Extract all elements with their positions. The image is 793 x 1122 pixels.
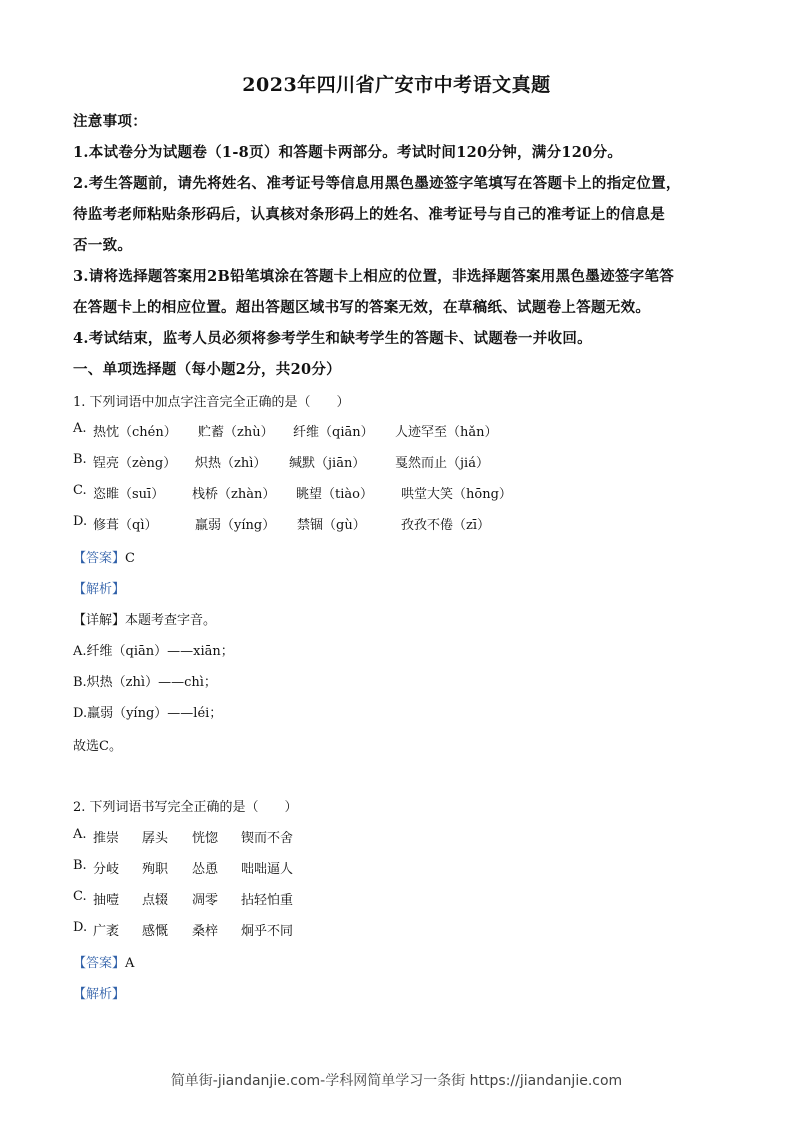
option-word: 羸弱（yíng） [195,518,276,533]
option-word: 恣睢（suī） [93,487,165,502]
q1-conclusion: 故选C。 [73,739,122,754]
option-word: 抽噎 [93,893,120,908]
notice-heading: 注意事项： [73,113,147,130]
option-word: 哄堂大笑（hōng） [401,487,512,502]
option-word: 炯乎不同 [241,924,294,939]
option-word: 分岐 [93,862,120,877]
option-word: 锃亮（zèng） [93,456,177,471]
notice-item: 4.考试结束，监考人员必须将参考学生和缺考学生的答题卡、试题卷一并收回。 [73,330,592,347]
option-word: 殉职 [142,862,169,877]
option-word: 贮蓄（zhù） [198,425,274,440]
question-2-stem: 2. 下列词语书写完全正确的是（ ） [73,800,298,815]
option-word: 禁锢（gù） [297,518,366,533]
option-word: 感慨 [142,924,169,939]
question-1-stem: 1. 下列词语中加点字注音完全正确的是（ ） [73,395,350,410]
option-word: 纤维（qiān） [293,425,374,440]
option-label: B. [73,858,87,873]
option-word: 炽热（zhì） [195,456,267,471]
answer-value: A [125,956,135,971]
notice-item: 待监考老师粘贴条形码后，认真核对条形码上的姓名、准考证号与自己的准考证上的信息是 [73,206,665,223]
option-word: 桑梓 [192,924,219,939]
option-word: 恍惚 [192,831,219,846]
option-word: 咄咄逼人 [241,862,294,877]
option-word: 孜孜不倦（zī） [401,518,491,533]
notice-item: 1.本试卷分为试题卷（1-8页）和答题卡两部分。考试时间120分钟，满分120分。 [73,144,623,161]
notice-item: 3.请将选择题答案用2B铅笔填涂在答题卡上相应的位置，非选择题答案用黑色墨迹签字笔答 [73,268,675,285]
q1-detail: 【详解】本题考查字音。 [73,613,217,628]
option-label: D. [73,514,88,529]
option-word: 戛然而止（jiá） [395,456,489,471]
answer-value: C [125,551,135,566]
section-heading: 一、单项选择题（每小题2分，共20分） [73,361,341,378]
notice-item: 在答题卡上的相应位置。超出答题区域书写的答案无效，在草稿纸、试题卷上答题无效。 [73,299,651,316]
q1-fix-d: D.羸弱（yíng）——léi； [73,706,223,721]
option-word: 锲而不舍 [241,831,294,846]
option-label: C. [73,483,87,498]
page-title: 2023年四川省广安市中考语文真题 [242,74,551,96]
notice-item: 否一致。 [73,237,133,254]
q2-answer [73,952,134,971]
page-footer: 简单街-jiandanjie.com-学科网简单学习一条街 https://jiandanjie.com [170,1073,623,1089]
option-word: 怂恿 [192,862,219,877]
option-label: B. [73,452,87,467]
q2-analysis-tag: 【解析】 [73,987,126,1002]
answer-tag: 【答案】 [73,956,126,971]
option-word: 热忱（chén） [93,425,177,440]
option-word: 拈轻怕重 [241,893,294,908]
q1-fix-a: A.纤维（qiān）——xiān； [73,644,234,659]
answer-tag: 【答案】 [73,551,126,566]
option-word: 凋零 [192,893,219,908]
notice-item: 2.考生答题前，请先将姓名、准考证号等信息用黑色墨迹签字笔填写在答题卡上的指定位置， [73,175,681,192]
option-word: 眺望（tiào） [296,487,373,502]
option-label: C. [73,889,87,904]
q1-answer [73,547,135,566]
option-word: 孱头 [142,831,169,846]
option-word: 修葺（qì） [93,518,158,533]
option-label: D. [73,920,88,935]
option-word: 推崇 [93,831,120,846]
option-label: A. [73,421,87,436]
option-word: 人迹罕至（hǎn） [395,425,498,440]
option-word: 栈桥（zhàn） [192,487,276,502]
option-word: 缄默（jiān） [289,456,366,471]
option-label: A. [73,827,87,842]
q1-analysis-tag: 【解析】 [73,582,126,597]
option-word: 广袤 [93,924,120,939]
q1-fix-b: B.炽热（zhì）——chì； [73,675,217,690]
option-word: 点辍 [142,893,169,908]
